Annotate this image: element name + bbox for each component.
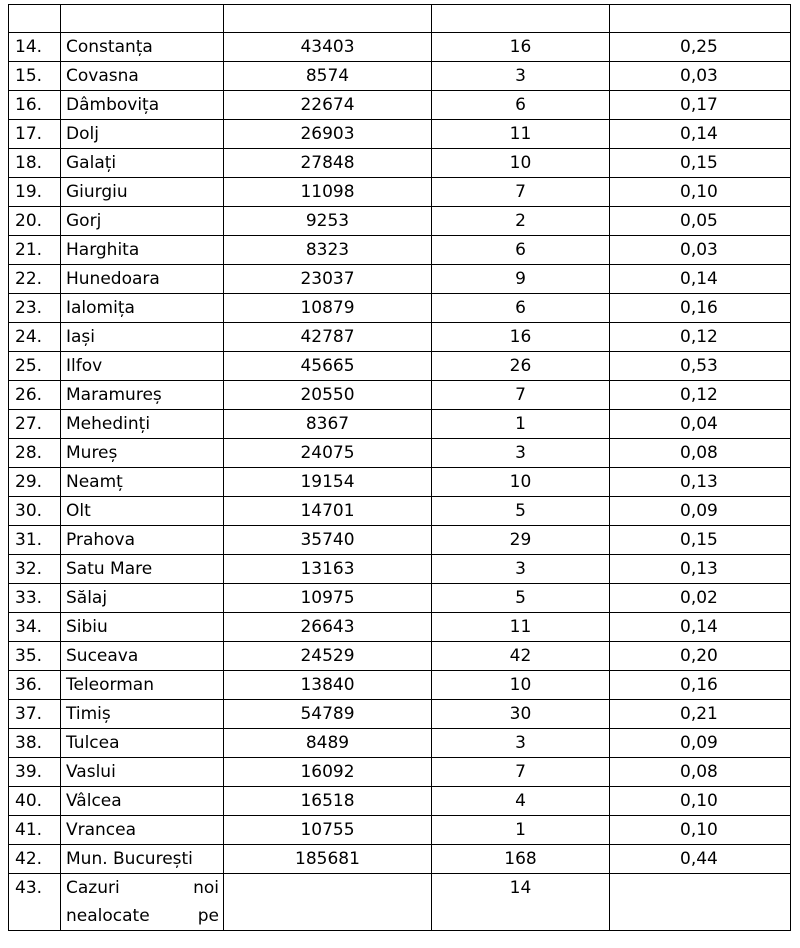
county-name: Mehedinți bbox=[61, 410, 224, 439]
county-name: Ilfov bbox=[61, 352, 224, 381]
row-number: 28. bbox=[9, 439, 61, 468]
value-b: 6 bbox=[432, 91, 610, 120]
county-name: Vaslui bbox=[61, 758, 224, 787]
value-a bbox=[224, 874, 432, 931]
value-c: 0,14 bbox=[610, 265, 791, 294]
value-b: 10 bbox=[432, 468, 610, 497]
value-a: 24075 bbox=[224, 439, 432, 468]
county-name: Giurgiu bbox=[61, 178, 224, 207]
value-b: 6 bbox=[432, 236, 610, 265]
row-number: 16. bbox=[9, 91, 61, 120]
row-number: 43. bbox=[9, 874, 61, 931]
county-name: Sălaj bbox=[61, 584, 224, 613]
table-row bbox=[9, 787, 791, 816]
value-c: 0,13 bbox=[610, 468, 791, 497]
value-a: 9253 bbox=[224, 207, 432, 236]
row-number: 14. bbox=[9, 33, 61, 62]
county-name: Sibiu bbox=[61, 613, 224, 642]
value-b: 2 bbox=[432, 207, 610, 236]
value-a: 22674 bbox=[224, 91, 432, 120]
table-header-row bbox=[9, 5, 791, 33]
value-b: 6 bbox=[432, 294, 610, 323]
value-b: 42 bbox=[432, 642, 610, 671]
row-number: 18. bbox=[9, 149, 61, 178]
value-a: 35740 bbox=[224, 526, 432, 555]
row-number: 32. bbox=[9, 555, 61, 584]
table-row bbox=[9, 845, 791, 874]
county-name: Timiș bbox=[61, 700, 224, 729]
county-name: Constanța bbox=[61, 33, 224, 62]
county-name-line-1: Cazuri noi bbox=[66, 878, 219, 898]
value-c: 0,53 bbox=[610, 352, 791, 381]
table-row bbox=[9, 584, 791, 613]
header-cell-c bbox=[610, 5, 791, 33]
value-c: 0,17 bbox=[610, 91, 791, 120]
value-c bbox=[610, 874, 791, 931]
value-c: 0,03 bbox=[610, 62, 791, 91]
row-number: 35. bbox=[9, 642, 61, 671]
table-row bbox=[9, 62, 791, 91]
value-b: 7 bbox=[432, 178, 610, 207]
county-name: Vrancea bbox=[61, 816, 224, 845]
county-name: Satu Mare bbox=[61, 555, 224, 584]
row-number: 24. bbox=[9, 323, 61, 352]
county-name: Dolj bbox=[61, 120, 224, 149]
value-a: 10755 bbox=[224, 816, 432, 845]
value-b: 11 bbox=[432, 613, 610, 642]
county-name: Teleorman bbox=[61, 671, 224, 700]
value-c: 0,21 bbox=[610, 700, 791, 729]
value-b: 30 bbox=[432, 700, 610, 729]
table-row bbox=[9, 700, 791, 729]
county-name: Covasna bbox=[61, 62, 224, 91]
table-row bbox=[9, 91, 791, 120]
county-name: Galați bbox=[61, 149, 224, 178]
county-cases-table bbox=[8, 4, 791, 931]
row-number: 29. bbox=[9, 468, 61, 497]
value-c: 0,13 bbox=[610, 555, 791, 584]
value-c: 0,03 bbox=[610, 236, 791, 265]
table-row bbox=[9, 497, 791, 526]
row-number: 38. bbox=[9, 729, 61, 758]
county-name: Vâlcea bbox=[61, 787, 224, 816]
table-row bbox=[9, 439, 791, 468]
value-a: 10975 bbox=[224, 584, 432, 613]
county-name: Mureș bbox=[61, 439, 224, 468]
county-name: Hunedoara bbox=[61, 265, 224, 294]
value-a: 42787 bbox=[224, 323, 432, 352]
county-name: Mun. București bbox=[61, 845, 224, 874]
row-number: 15. bbox=[9, 62, 61, 91]
value-b: 9 bbox=[432, 265, 610, 294]
value-b: 3 bbox=[432, 439, 610, 468]
county-name: Tulcea bbox=[61, 729, 224, 758]
table-row bbox=[9, 671, 791, 700]
table-row bbox=[9, 265, 791, 294]
value-b: 7 bbox=[432, 758, 610, 787]
table-row bbox=[9, 207, 791, 236]
row-number: 30. bbox=[9, 497, 61, 526]
value-b: 16 bbox=[432, 33, 610, 62]
table-row bbox=[9, 816, 791, 845]
value-a: 13840 bbox=[224, 671, 432, 700]
table-row bbox=[9, 236, 791, 265]
value-a: 26903 bbox=[224, 120, 432, 149]
table-row bbox=[9, 294, 791, 323]
county-name: Prahova bbox=[61, 526, 224, 555]
header-cell-a bbox=[224, 5, 432, 33]
value-a: 54789 bbox=[224, 700, 432, 729]
row-number: 39. bbox=[9, 758, 61, 787]
row-number: 33. bbox=[9, 584, 61, 613]
header-cell-num bbox=[9, 5, 61, 33]
county-name: Neamț bbox=[61, 468, 224, 497]
value-a: 16092 bbox=[224, 758, 432, 787]
table-row bbox=[9, 149, 791, 178]
value-a: 43403 bbox=[224, 33, 432, 62]
value-b: 10 bbox=[432, 671, 610, 700]
value-a: 185681 bbox=[224, 845, 432, 874]
row-number: 42. bbox=[9, 845, 61, 874]
value-b: 5 bbox=[432, 584, 610, 613]
value-a: 16518 bbox=[224, 787, 432, 816]
table-row bbox=[9, 729, 791, 758]
value-c: 0,44 bbox=[610, 845, 791, 874]
value-b: 7 bbox=[432, 381, 610, 410]
value-c: 0,05 bbox=[610, 207, 791, 236]
row-number: 36. bbox=[9, 671, 61, 700]
value-c: 0,09 bbox=[610, 497, 791, 526]
value-b: 3 bbox=[432, 62, 610, 91]
county-name: Olt bbox=[61, 497, 224, 526]
table-row bbox=[9, 323, 791, 352]
value-a: 8574 bbox=[224, 62, 432, 91]
row-number: 27. bbox=[9, 410, 61, 439]
value-c: 0,15 bbox=[610, 526, 791, 555]
value-c: 0,12 bbox=[610, 323, 791, 352]
value-b: 16 bbox=[432, 323, 610, 352]
row-number: 40. bbox=[9, 787, 61, 816]
row-number: 31. bbox=[9, 526, 61, 555]
value-a: 14701 bbox=[224, 497, 432, 526]
value-a: 10879 bbox=[224, 294, 432, 323]
value-a: 27848 bbox=[224, 149, 432, 178]
value-c: 0,08 bbox=[610, 439, 791, 468]
value-c: 0,16 bbox=[610, 294, 791, 323]
value-c: 0,14 bbox=[610, 613, 791, 642]
value-a: 13163 bbox=[224, 555, 432, 584]
value-c: 0,10 bbox=[610, 816, 791, 845]
county-name-line-2: nealocate pe bbox=[66, 906, 219, 926]
table-row bbox=[9, 178, 791, 207]
value-b: 29 bbox=[432, 526, 610, 555]
value-a: 19154 bbox=[224, 468, 432, 497]
row-number: 17. bbox=[9, 120, 61, 149]
county-name: Maramureș bbox=[61, 381, 224, 410]
value-b: 3 bbox=[432, 729, 610, 758]
value-a: 8323 bbox=[224, 236, 432, 265]
value-a: 8489 bbox=[224, 729, 432, 758]
county-name: Gorj bbox=[61, 207, 224, 236]
table-row bbox=[9, 410, 791, 439]
value-c: 0,20 bbox=[610, 642, 791, 671]
table-row bbox=[9, 120, 791, 149]
header-cell-county bbox=[61, 5, 224, 33]
row-number: 22. bbox=[9, 265, 61, 294]
value-a: 23037 bbox=[224, 265, 432, 294]
value-c: 0,16 bbox=[610, 671, 791, 700]
value-c: 0,08 bbox=[610, 758, 791, 787]
value-b: 11 bbox=[432, 120, 610, 149]
value-a: 26643 bbox=[224, 613, 432, 642]
header-cell-b bbox=[432, 5, 610, 33]
row-number: 34. bbox=[9, 613, 61, 642]
county-name: Dâmbovița bbox=[61, 91, 224, 120]
value-a: 11098 bbox=[224, 178, 432, 207]
value-c: 0,12 bbox=[610, 381, 791, 410]
table-row bbox=[9, 381, 791, 410]
value-c: 0,09 bbox=[610, 729, 791, 758]
value-b: 168 bbox=[432, 845, 610, 874]
value-b: 5 bbox=[432, 497, 610, 526]
table-row bbox=[9, 874, 791, 931]
value-a: 8367 bbox=[224, 410, 432, 439]
value-a: 20550 bbox=[224, 381, 432, 410]
table-row bbox=[9, 613, 791, 642]
value-a: 45665 bbox=[224, 352, 432, 381]
table-row bbox=[9, 526, 791, 555]
table-row bbox=[9, 642, 791, 671]
value-c: 0,14 bbox=[610, 120, 791, 149]
value-c: 0,15 bbox=[610, 149, 791, 178]
county-name bbox=[61, 874, 224, 931]
row-number: 41. bbox=[9, 816, 61, 845]
county-name: Harghita bbox=[61, 236, 224, 265]
value-a: 24529 bbox=[224, 642, 432, 671]
row-number: 20. bbox=[9, 207, 61, 236]
value-b: 3 bbox=[432, 555, 610, 584]
value-c: 0,10 bbox=[610, 787, 791, 816]
row-number: 23. bbox=[9, 294, 61, 323]
value-b: 14 bbox=[432, 874, 610, 931]
table-row bbox=[9, 33, 791, 62]
row-number: 21. bbox=[9, 236, 61, 265]
row-number: 26. bbox=[9, 381, 61, 410]
county-name: Suceava bbox=[61, 642, 224, 671]
table-row bbox=[9, 352, 791, 381]
county-name: Ialomița bbox=[61, 294, 224, 323]
value-c: 0,10 bbox=[610, 178, 791, 207]
value-c: 0,25 bbox=[610, 33, 791, 62]
table-row bbox=[9, 758, 791, 787]
county-name: Iași bbox=[61, 323, 224, 352]
value-b: 4 bbox=[432, 787, 610, 816]
value-b: 1 bbox=[432, 816, 610, 845]
row-number: 19. bbox=[9, 178, 61, 207]
value-b: 1 bbox=[432, 410, 610, 439]
table-row bbox=[9, 555, 791, 584]
table-row bbox=[9, 468, 791, 497]
value-b: 26 bbox=[432, 352, 610, 381]
value-c: 0,02 bbox=[610, 584, 791, 613]
row-number: 25. bbox=[9, 352, 61, 381]
row-number: 37. bbox=[9, 700, 61, 729]
value-b: 10 bbox=[432, 149, 610, 178]
value-c: 0,04 bbox=[610, 410, 791, 439]
